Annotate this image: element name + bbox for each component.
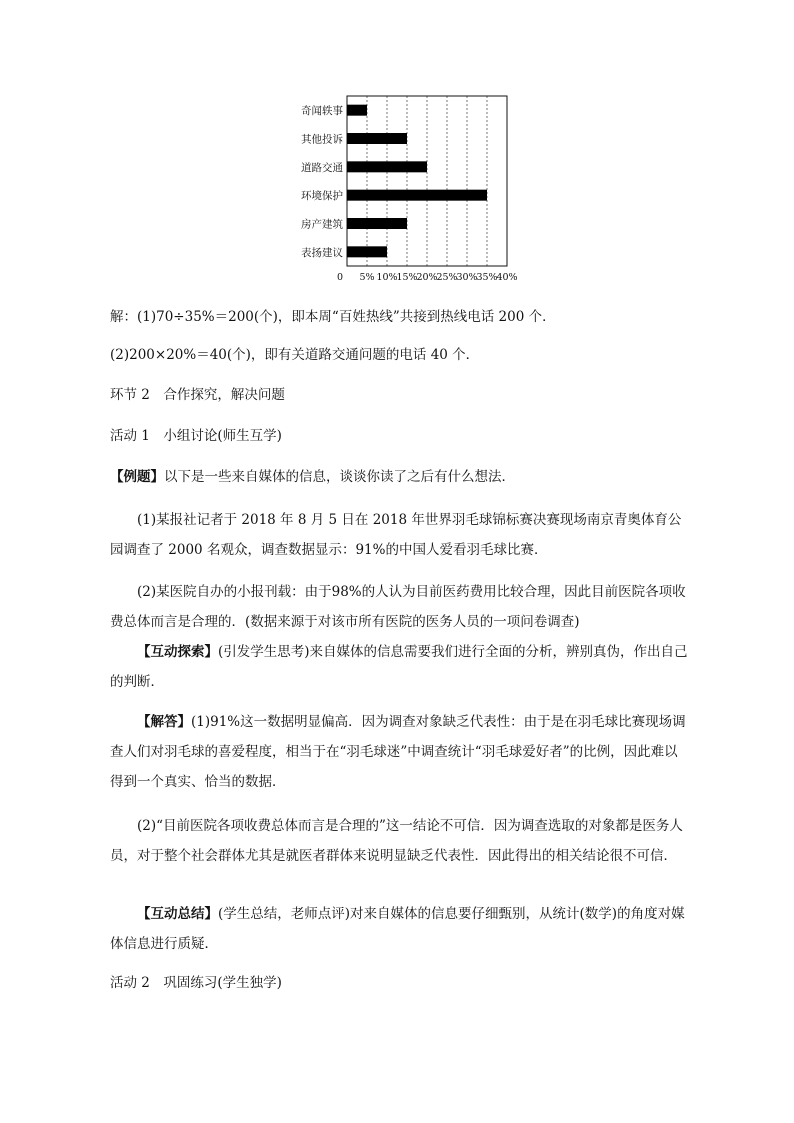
bar-chart xyxy=(286,90,536,286)
x-tick-label: 30% xyxy=(456,272,478,283)
category-label: 房产建筑 xyxy=(301,218,343,231)
solution-line-1: 解：(1)70÷35%＝200(个)，即本周“百姓热线”共接到热线电话 200 个． xyxy=(110,309,556,325)
interactive-summary: 【互动总结】(学生总结，老师点评)对来自媒体的信息要仔细甄别，从统计(数学)的角度对媒体信息进行质疑． xyxy=(110,906,685,952)
solution-line-2: (2)200×20%＝40(个)，即有关道路交通问题的电话 40 个． xyxy=(110,347,480,363)
chart-category-labels xyxy=(301,104,343,259)
category-label: 环境保护 xyxy=(301,190,343,203)
x-tick-label: 15% xyxy=(396,272,418,283)
x-tick-label: 5% xyxy=(359,272,375,283)
bar xyxy=(347,218,407,229)
chart-grid xyxy=(347,96,507,266)
interactive-explore: 【互动探索】(引发学生思考)来自媒体的信息需要我们进行全面的分析，辨别真伪，作出自己的判断． xyxy=(110,644,688,690)
bar xyxy=(347,246,387,257)
chart-bars xyxy=(347,105,487,258)
activity-1-heading: 活动 1 小组讨论(师生互学) xyxy=(110,428,282,444)
answer-1: 【解答】(1)91%这一数据明显偏高．因为调查对象缺乏代表性：由于是在羽毛球比赛现场调查人们对羽毛球的喜爱程度，相当于在“羽毛球迷”中调查统计“羽毛球爱好者”的比例，因此难以得到一个真实、恰当的数据． xyxy=(110,714,686,790)
bar xyxy=(347,190,487,201)
x-tick-label: 35% xyxy=(476,272,498,283)
label-example: 【例题】 xyxy=(110,469,164,485)
answer-2: (2)“目前医院各项收费总体而言是合理的”这一结论不可信．因为调查选取的对象都是医务人员，对于整个社会群体尤其是就医者群体来说明显缺乏代表性．因此得出的相关结论很不可信． xyxy=(110,818,683,864)
activity-2-heading: 活动 2 巩固练习(学生独学) xyxy=(110,975,282,991)
example-item-2: (2)某医院自办的小报刊载：由于98%的人认为目前医药费用比较合理，因此目前医院各项收费总体而言是合理的．(数据来源于对该市所有医院的医务人员的一项问卷调查) xyxy=(110,584,686,630)
bar xyxy=(347,105,367,116)
chart-x-tick-labels xyxy=(337,272,518,283)
label-answer: 【解答】 xyxy=(137,714,191,730)
category-label: 道路交通 xyxy=(301,161,343,174)
x-tick-label: 0 xyxy=(336,272,343,283)
x-tick-label: 25% xyxy=(436,272,458,283)
section-heading: 环节 2 合作探究，解决问题 xyxy=(110,387,285,403)
category-label: 奇闻轶事 xyxy=(301,105,343,118)
bar xyxy=(347,161,427,172)
x-tick-label: 40% xyxy=(496,272,518,283)
category-label: 表扬建议 xyxy=(301,246,343,259)
category-label: 其他投诉 xyxy=(301,133,343,146)
example-item-1: (1)某报社记者于 2018 年 8 月 5 日在 2018 年世界羽毛球锦标赛决赛现场南京青奥体育公园调查了 2000 名观众，调查数据显示：91%的中国人爱看羽毛球比赛． xyxy=(110,512,682,558)
bar xyxy=(347,133,407,144)
label-summary: 【互动总结】 xyxy=(137,906,218,922)
x-tick-label: 10% xyxy=(376,272,398,283)
example-intro: 【例题】以下是一些来自媒体的信息，谈谈你读了之后有什么想法． xyxy=(110,469,515,485)
x-tick-label: 20% xyxy=(416,272,438,283)
label-explore: 【互动探索】 xyxy=(137,644,218,660)
